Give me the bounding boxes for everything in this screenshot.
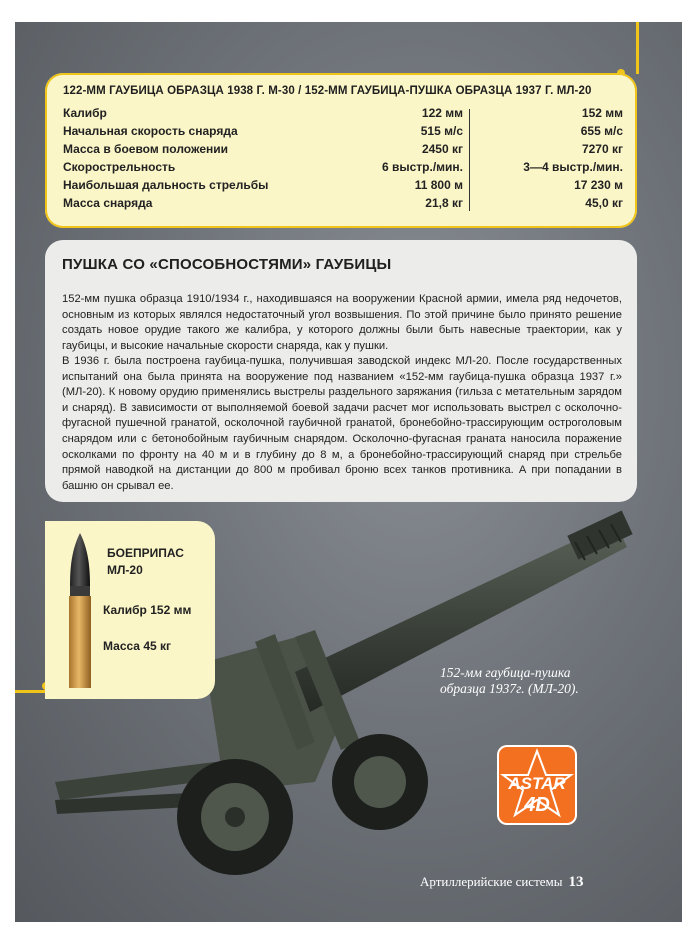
row-label: Масса в боевом положении [63, 142, 228, 156]
ml20-value: 17 230 м [574, 178, 623, 192]
ml20-value: 152 мм [581, 106, 623, 120]
article-paragraph: 152-мм пушка образца 1910/1934 г., находившаяся на вооружении Красной армии, имела ряд недочетов, основным из которых являлся недостаточный угол возвышения. По этой причине было принято решение создать новое орудие такого же калибра, у которого должны были быть навесные траектории, как у гаубицы, и высокие начальные скорости снаряда, как у пушки. [62, 293, 622, 352]
row-label: Скорострельность [63, 160, 176, 174]
ammo-title-line: БОЕПРИПАС [107, 546, 184, 560]
article-paragraph: В 1936 г. была построена гаубица-пушка, получившая заводской индекс МЛ-20. После государственных испытаний она была принята на вооружение под названием «152-мм гаубица-пушка образца 1937 г.» (МЛ-20). К новому орудию применялись выстрелы раздельного заряжания (гильза с метательным зарядом и снаряд). В зависимости от выполняемой боевой задачи расчет мог использовать выстрел с осколочно-фугасной пушечной гранатой, осколочной гаубичной гранатой, бронебойно-трассирующим остроголовым снарядом или с бетонобойным гаубичным снарядом. Осколочно-фугасная граната наносила поражение осколками по фронту на 40 м и в глубину до 8 м, а бронебойно-трассирующий снаряд при стрельбе прямой наводкой на дистанции до 800 м пробивал броню всех танков противника. А при попадании в башню он срывал ее. [62, 355, 622, 492]
m30-value: 515 м/с [420, 124, 463, 138]
m30-value: 11 800 м [414, 178, 463, 192]
m30-value: 6 выстр./мин. [381, 160, 463, 174]
table-row [63, 177, 623, 195]
specs-header: 122-ММ ГАУБИЦА ОБРАЗЦА 1938 Г. М-30 / 152-ММ ГАУБИЦА-ПУШКА ОБРАЗЦА 1937 Г. МЛ-20 [63, 85, 592, 97]
ml20-value: 3—4 выстр./мин. [523, 160, 623, 174]
m30-value: 122 мм [421, 106, 463, 120]
decor-line [15, 690, 45, 693]
article-box [45, 240, 637, 502]
ml20-value: 7270 кг [581, 142, 623, 156]
ammo-box [45, 521, 215, 699]
page-number: 13 [568, 874, 584, 890]
row-label: Масса снаряда [63, 196, 153, 210]
section-name: Артиллерийские системы [420, 874, 563, 889]
table-row [63, 141, 623, 159]
table-row [63, 123, 623, 141]
ammo-title [107, 545, 184, 579]
ammo-title-line: МЛ-20 [107, 563, 143, 577]
logo-text-bottom: 4D [524, 794, 550, 816]
photo-caption [440, 665, 579, 697]
table-row [63, 105, 623, 123]
star-icon [497, 745, 577, 825]
shell-icon [65, 531, 95, 691]
specs-rows [63, 105, 623, 213]
row-label: Начальная скорость снаряда [63, 124, 238, 138]
decor-line [636, 22, 639, 74]
page-footer [420, 874, 584, 891]
ml20-value: 655 м/с [580, 124, 623, 138]
logo-text-top: ASTAR [508, 774, 566, 793]
m30-value: 21,8 кг [425, 196, 463, 210]
ammo-mass: Масса 45 кг [103, 639, 172, 653]
table-row [63, 159, 623, 177]
ml20-value: 45,0 кг [585, 196, 623, 210]
row-label: Калибр [63, 106, 107, 120]
caption-line: образца 1937г. (МЛ-20). [440, 681, 579, 696]
row-label: Наибольшая дальность стрельбы [63, 178, 269, 192]
specs-table [45, 73, 637, 228]
m30-value: 2450 кг [421, 142, 463, 156]
article-title: ПУШКА СО «СПОСОБНОСТЯМИ» ГАУБИЦЫ [62, 256, 392, 273]
table-row [63, 195, 623, 213]
caption-line: 152-мм гаубица-пушка [440, 665, 571, 680]
ammo-caliber: Калибр 152 мм [103, 603, 192, 617]
astar-logo [497, 745, 577, 825]
